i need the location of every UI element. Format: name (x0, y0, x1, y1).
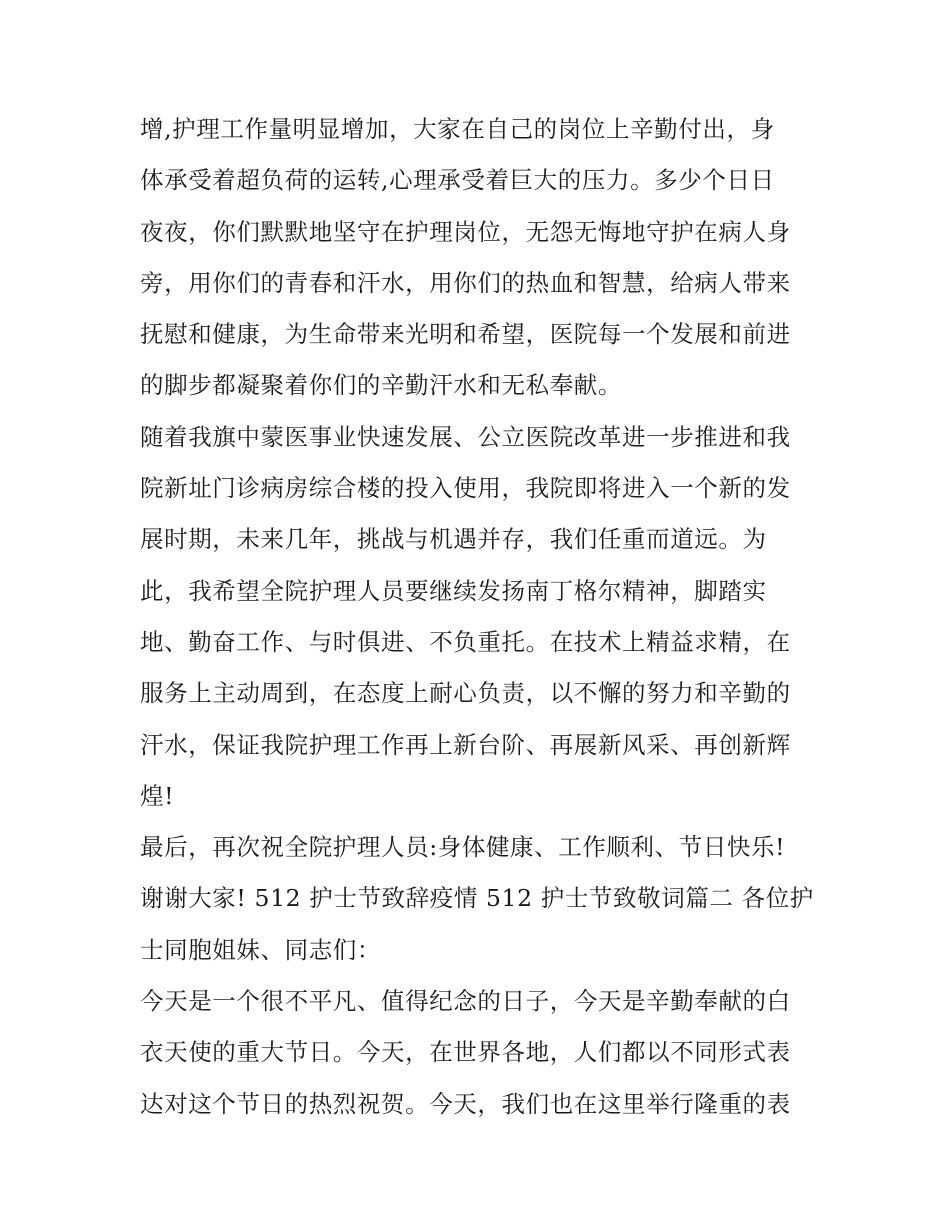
body-text (140, 104, 830, 1130)
text-line: 士同胞姐妹、同志们： (140, 935, 381, 964)
text-line: 夜夜，你们默默地坚守在护理岗位，无怨无悔地守护在病人身 (140, 217, 791, 246)
text-line: 达对这个节日的热烈祝贺。今天，我们也在这里举行隆重的表 (140, 1089, 791, 1118)
text-line: 旁，用你们的青春和汗水，用你们的热血和智慧，给病人带来 (140, 268, 791, 297)
text-line: 汗水，保证我院护理工作再上新台阶、再展新风采、再创新辉 (140, 730, 791, 759)
text-line: 院新址门诊病房综合楼的投入使用，我院即将进入一个新的发 (140, 474, 791, 503)
text-line: 服务上主动周到，在态度上耐心负责，以不懈的努力和辛勤的 (140, 679, 791, 708)
text-line: 抚慰和健康，为生命带来光明和希望，医院每一个发展和前进 (140, 320, 791, 349)
text-line: 地、勤奋工作、与时俱进、不负重托。在技术上精益求精，在 (140, 627, 791, 656)
text-line: 展时期，未来几年，挑战与机遇并存，我们任重而道远。为 (140, 525, 767, 554)
text-line: 随着我旗中蒙医事业快速发展、公立医院改革进一步推进和我 (140, 422, 791, 451)
text-line: 衣天使的重大节日。今天，在世界各地，人们都以不同形式表 (140, 1038, 791, 1067)
text-line: 的脚步都凝聚着你们的辛勤汗水和无私奉献。 (140, 371, 622, 400)
text-line: 煌! (140, 781, 175, 810)
text-line: 最后，再次祝全院护理人员:身体健康、工作顺利、节日快乐! (140, 833, 786, 862)
text-line: 增,护理工作量明显增加，大家在自己的岗位上辛勤付出，身 (140, 115, 775, 143)
text-line: 体承受着超负荷的运转,心理承受着巨大的压力。多少个日日 (140, 166, 775, 195)
text-line: 此，我希望全院护理人员要继续发扬南丁格尔精神，脚踏实 (140, 576, 767, 605)
text-line: 今天是一个很不平凡、值得纪念的日子，今天是辛勤奉献的白 (140, 987, 791, 1016)
text-line: 谢谢大家! 512 护士节致辞疫情 512 护士节致敬词篇二 各位护 (140, 884, 814, 913)
